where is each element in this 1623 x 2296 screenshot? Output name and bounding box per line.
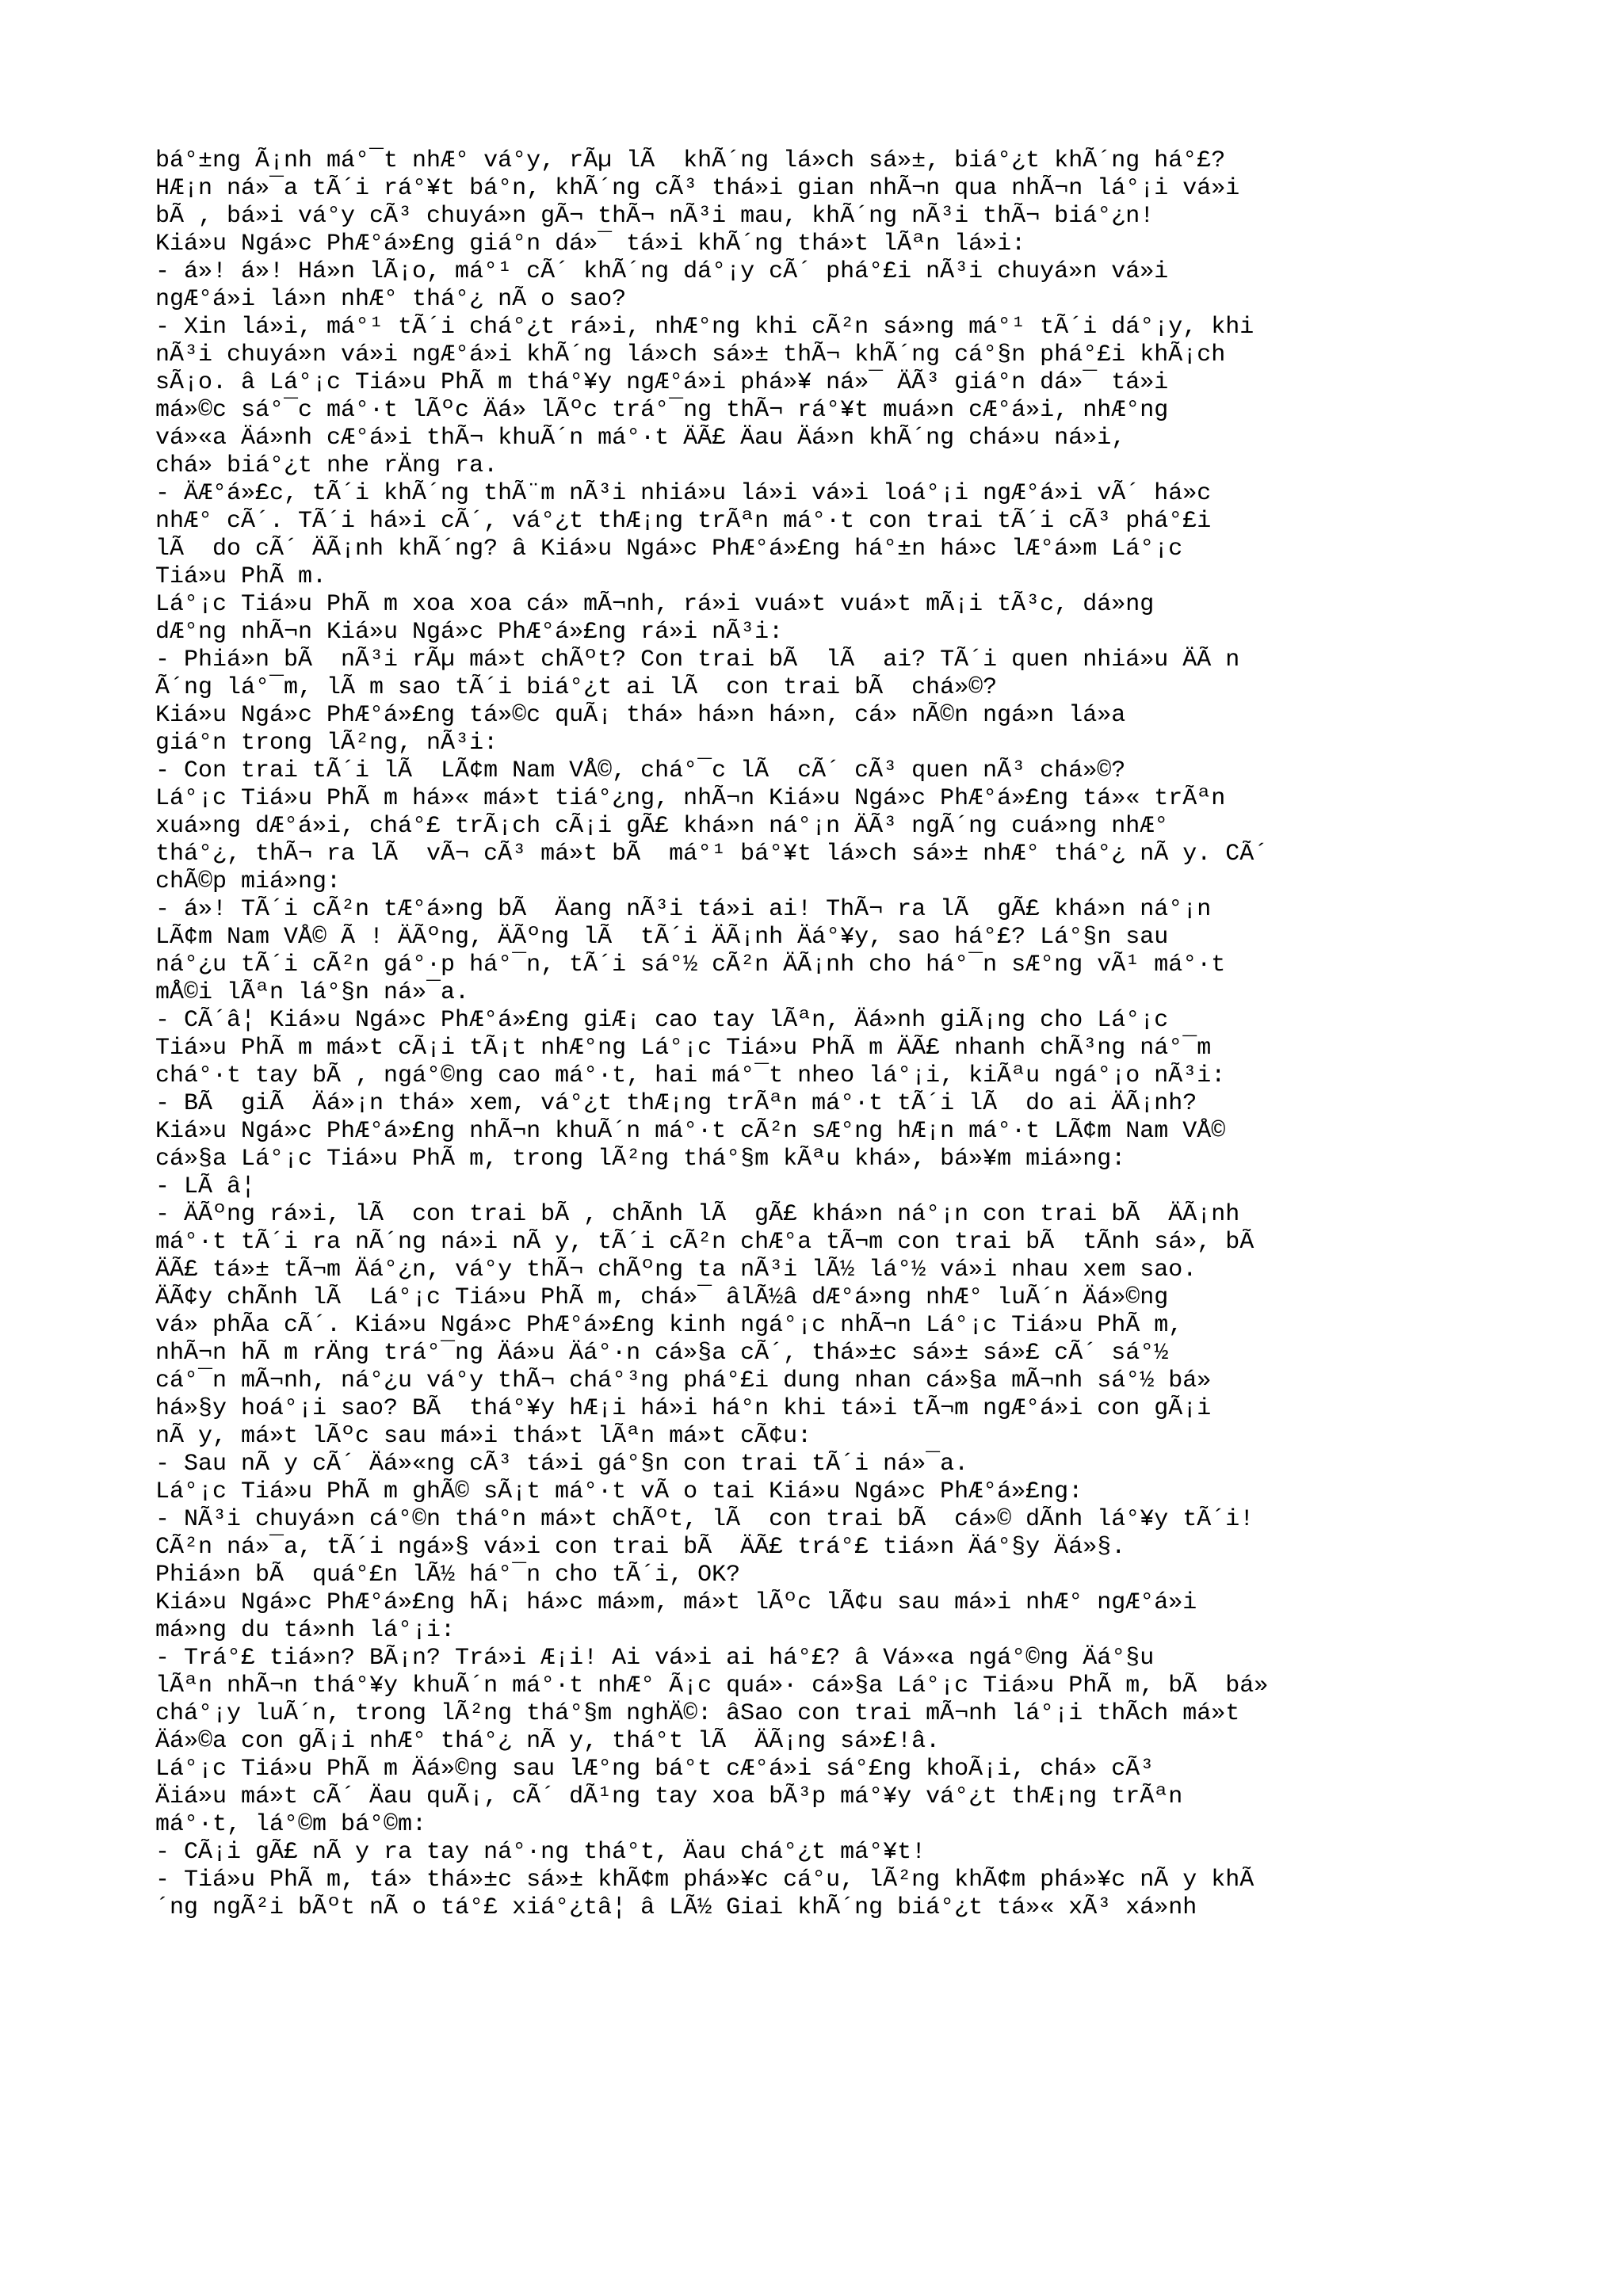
text-line: - Con trai tÃ´i lÃ LÃ¢m Nam VÅ©, chá°¯c lÃ cÃ´ cÃ³ quen nÃ³ chá»©? <box>155 757 1126 784</box>
text-line: - Tiá»u PhÃ m, tá» thá»±c sá»± khÃ¢m phá»¥c cá°u, lÃ²ng khÃ¢m phá»¥c nÃ y khÃ <box>155 1867 1254 1894</box>
text-line: Kiá»u Ngá»c PhÆ°á»£ng nhÃ¬n khuÃ´n má°·t cÃ²n sÆ°ng hÆ¡n má°·t LÃ¢m Nam VÅ© <box>155 1118 1226 1145</box>
text-line: - ÄÆ°á»£c, tÃ´i khÃ´ng thÃ¨m nÃ³i nhiá»u lá»i vá»i loá°¡i ngÆ°á»i vÃ´ há»c <box>155 480 1212 507</box>
text-line: lÃªn nhÃ¬n thá°¥y khuÃ´n má°·t nhÆ° Ã¡c quá»· cá»§a Lá°¡c Tiá»u PhÃ m, bÃ bá» <box>155 1672 1269 1699</box>
text-line: Lá°¡c Tiá»u PhÃ m ghÃ© sÃ¡t má°·t vÃ o tai Kiá»u Ngá»c PhÆ°á»£ng: <box>155 1478 1083 1505</box>
text-line: Tiá»u PhÃ m má»t cÃ¡i tÃ¡t nhÆ°ng Lá°¡c Tiá»u PhÃ m ÄÃ£ nhanh chÃ³ng ná°¯m <box>155 1035 1212 1062</box>
text-line: ná°¿u tÃ´i cÃ²n gá°·p há°¯n, tÃ´i sá°½ cÃ²n ÄÃ¡nh cho há°¯n sÆ°ng vÃ¹ má°·t <box>155 952 1226 978</box>
text-line: Kiá»u Ngá»c PhÆ°á»£ng giá°n dá»¯ tá»i khÃ´ng thá»t lÃªn lá»i: <box>155 231 1026 257</box>
text-line: xuá»ng dÆ°á»i, chá°£ trÃ¡ch cÃ¡i gÃ£ khá»n ná°¡n ÄÃ³ ngÃ´ng cuá»ng nhÆ° <box>155 813 1169 840</box>
text-line: nhÃ¬n hÃ m rÄng trá°¯ng Äá»u Äá°·n cá»§a cÃ´, thá»±c sá»± sá»£ cÃ´ sá°½ <box>155 1340 1169 1367</box>
text-line: - Phiá»n bÃ nÃ³i rÃµ má»t chÃºt? Con trai bÃ lÃ ai? TÃ´i quen nhiá»u ÄÃ n <box>155 646 1240 673</box>
text-line: ´ng ngÃ²i bÃºt nÃ o tá°£ xiá°¿tâ¦ â LÃ½ Giai khÃ´ng biá°¿t tá»« xÃ³ xá»nh <box>155 1894 1197 1921</box>
text-line: má°·t tÃ´i ra nÃ´ng ná»i nÃ y, tÃ´i cÃ²n chÆ°a tÃ¬m con trai bÃ tÃnh sá», bÃ <box>155 1229 1269 1256</box>
text-line: má»©c sá°¯c má°·t lÃºc Äá» lÃºc trá°¯ng thÃ¬ rá°¥t muá»n cÆ°á»i, nhÆ°ng <box>155 397 1169 424</box>
text-line: vá» phÃa cÃ´. Kiá»u Ngá»c PhÆ°á»£ng kinh ngá°¡c nhÃ¬n Lá°¡c Tiá»u PhÃ m, <box>155 1312 1183 1339</box>
text-line: Lá°¡c Tiá»u PhÃ m há»« má»t tiá°¿ng, nhÃ¬n Kiá»u Ngá»c PhÆ°á»£ng tá»« trÃªn <box>155 785 1226 812</box>
text-line: giá°n trong lÃ²ng, nÃ³i: <box>155 730 498 757</box>
text-line: - CÃ¡i gÃ£ nÃ y ra tay ná°·ng thá°t, Äau chá°¿t má°¥t! <box>155 1839 926 1866</box>
document-page <box>155 147 1471 1922</box>
text-line: - NÃ³i chuyá»n cá°©n thá°n má»t chÃºt, lÃ con trai bÃ cá»© dÃnh lá°¥y tÃ´i! <box>155 1506 1254 1533</box>
text-line: LÃ¢m Nam VÅ© Ã ! ÄÃºng, ÄÃºng lÃ tÃ´i ÄÃ¡nh Äá°¥y, sao há°£? Lá°§n sau <box>155 924 1169 951</box>
text-line: - Sau nÃ y cÃ´ Äá»«ng cÃ³ tá»i gá°§n con trai tÃ´i ná»¯a. <box>155 1451 969 1478</box>
text-line: nhÆ° cÃ´. TÃ´i há»i cÃ´, vá°¿t thÆ¡ng trÃªn má°·t con trai tÃ´i cÃ³ phá°£i <box>155 508 1212 535</box>
text-line: - BÃ giÃ Äá»¡n thá» xem, vá°¿t thÆ¡ng trÃªn má°·t tÃ´i lÃ do ai ÄÃ¡nh? <box>155 1090 1197 1117</box>
text-line: Tiá»u PhÃ m. <box>155 563 327 590</box>
text-line: chá°¡y luÃ´n, trong lÃ²ng thá°§m nghÄ©: âSao con trai mÃ¬nh lá°¡i thÃch má»t <box>155 1700 1240 1727</box>
text-line: ngÆ°á»i lá»n nhÆ° thá°¿ nÃ o sao? <box>155 286 627 313</box>
text-line: Äiá»u má»t cÃ´ Äau quÃ¡, cÃ´ dÃ¹ng tay xoa bÃ³p má°¥y vá°¿t thÆ¡ng trÃªn <box>155 1783 1183 1810</box>
text-line: cá»§a Lá°¡c Tiá»u PhÃ m, trong lÃ²ng thá°§m kÃªu khá», bá»¥m miá»ng: <box>155 1146 1126 1173</box>
text-line: mÅ©i lÃªn lá°§n ná»¯a. <box>155 979 470 1006</box>
text-line: má»ng du tá»nh lá°¡i: <box>155 1617 456 1644</box>
text-line: má°·t, lá°©m bá°©m: <box>155 1811 427 1838</box>
text-line: chÃ©p miá»ng: <box>155 868 342 895</box>
text-line: Äá»©a con gÃ¡i nhÆ° thá°¿ nÃ y, thá°t lÃ ÄÃ¡ng sá»£!â. <box>155 1728 941 1755</box>
text-line: vá»«a Äá»nh cÆ°á»i thÃ¬ khuÃ´n má°·t ÄÃ£ Äau Äá»n khÃ´ng chá»u ná»i, <box>155 425 1126 452</box>
text-line: ÄÃ£ tá»± tÃ¬m Äá°¿n, vá°y thÃ¬ chÃºng ta nÃ³i lÃ½ lá°½ vá»i nhau xem sao. <box>155 1257 1197 1283</box>
text-line: thá°¿, thÃ¬ ra lÃ vÃ¬ cÃ³ má»t bÃ má°¹ bá°¥t lá»ch sá»± nhÆ° thá°¿ nÃ y. CÃ´ <box>155 841 1269 868</box>
text-line: Phiá»n bÃ quá°£n lÃ½ há°¯n cho tÃ´i, OK? <box>155 1562 741 1589</box>
text-line: cá°¯n mÃ¬nh, ná°¿u vá°y thÃ¬ chá°³ng phá°£i dung nhan cá»§a mÃ¬nh sá°½ bá» <box>155 1367 1212 1394</box>
text-line: CÃ²n ná»¯a, tÃ´i ngá»§ vá»i con trai bÃ ÄÃ£ trá°£ tiá»n Äá°§y Äá»§. <box>155 1534 1126 1561</box>
text-line: - ÄÃºng rá»i, lÃ con trai bÃ , chÃnh lÃ gÃ£ khá»n ná°¡n con trai bÃ ÄÃ¡nh <box>155 1201 1240 1228</box>
text-line: Kiá»u Ngá»c PhÆ°á»£ng hÃ¡ há»c má»m, má»t lÃºc lÃ¢u sau má»i nhÆ° ngÆ°á»i <box>155 1589 1197 1616</box>
text-line: HÆ¡n ná»¯a tÃ´i rá°¥t bá°n, khÃ´ng cÃ³ thá»i gian nhÃ¬n qua nhÃ¬n lá°¡i vá»i <box>155 175 1240 202</box>
text-line: ÄÃ¢y chÃnh lÃ Lá°¡c Tiá»u PhÃ m, chá»¯ âlÃ½â dÆ°á»ng nhÆ° luÃ´n Äá»©ng <box>155 1284 1169 1311</box>
text-line: nÃ³i chuyá»n vá»i ngÆ°á»i khÃ´ng lá»ch sá»± thÃ¬ khÃ´ng cá°§n phá°£i khÃ¡ch <box>155 341 1226 368</box>
text-line: Lá°¡c Tiá»u PhÃ m xoa xoa cá» mÃ¬nh, rá»i vuá»t vuá»t mÃ¡i tÃ³c, dá»ng <box>155 591 1155 618</box>
text-line: Lá°¡c Tiá»u PhÃ m Äá»©ng sau lÆ°ng bá°t cÆ°á»i sá°£ng khoÃ¡i, chá» cÃ³ <box>155 1756 1155 1783</box>
text-line: - Xin lá»i, má°¹ tÃ´i chá°¿t rá»i, nhÆ°ng khi cÃ²n sá»ng má°¹ tÃ´i dá°¡y, khi <box>155 314 1254 341</box>
text-line: - LÃ â¦ <box>155 1173 256 1200</box>
text-line: lÃ do cÃ´ ÄÃ¡nh khÃ´ng? â Kiá»u Ngá»c PhÆ°á»£ng há°±n há»c lÆ°á»m Lá°¡c <box>155 536 1183 563</box>
text-line: Ã´ng lá°¯m, lÃ m sao tÃ´i biá°¿t ai lÃ con trai bÃ chá»©? <box>155 674 998 701</box>
text-line: chá°·t tay bÃ , ngá°©ng cao má°·t, hai má°¯t nheo lá°¡i, kiÃªu ngá°¡o nÃ³i: <box>155 1062 1226 1089</box>
text-line: dÆ°ng nhÃ¬n Kiá»u Ngá»c PhÆ°á»£ng rá»i nÃ³i: <box>155 619 784 646</box>
text-line: chá» biá°¿t nhe rÄng ra. <box>155 452 498 479</box>
text-line: - Trá°£ tiá»n? BÃ¡n? Trá»i Æ¡i! Ai vá»i ai há°£? â Vá»«a ngá°©ng Äá°§u <box>155 1645 1155 1672</box>
text-line: bÃ , bá»i vá°y cÃ³ chuyá»n gÃ¬ thÃ¬ nÃ³i mau, khÃ´ng nÃ³i thÃ¬ biá°¿n! <box>155 203 1155 230</box>
text-line: nÃ y, má»t lÃºc sau má»i thá»t lÃªn má»t cÃ¢u: <box>155 1423 812 1450</box>
text-line: - CÃ´â¦ Kiá»u Ngá»c PhÆ°á»£ng giÆ¡ cao tay lÃªn, Äá»nh giÃ¡ng cho Lá°¡c <box>155 1007 1169 1034</box>
text-line: - á»! á»! Há»n lÃ¡o, má°¹ cÃ´ khÃ´ng dá°¡y cÃ´ phá°£i nÃ³i chuyá»n vá»i <box>155 258 1169 285</box>
text-line: sÃ¡o. â Lá°¡c Tiá»u PhÃ m thá°¥y ngÆ°á»i phá»¥ ná»¯ ÄÃ³ giá°n dá»¯ tá»i <box>155 369 1169 396</box>
text-line: há»§y hoá°¡i sao? BÃ thá°¥y hÆ¡i há»i há°n khi tá»i tÃ¬m ngÆ°á»i con gÃ¡i <box>155 1395 1212 1422</box>
text-line: Kiá»u Ngá»c PhÆ°á»£ng tá»©c quÃ¡ thá» há»n há»n, cá» nÃ©n ngá»n lá»a <box>155 702 1126 729</box>
text-line: bá°±ng Ã¡nh má°¯t nhÆ° vá°y, rÃµ lÃ khÃ´ng lá»ch sá»±, biá°¿t khÃ´ng há°£? <box>155 147 1226 174</box>
text-line: - á»! TÃ´i cÃ²n tÆ°á»ng bÃ Äang nÃ³i tá»i ai! ThÃ¬ ra lÃ gÃ£ khá»n ná°¡n <box>155 896 1212 923</box>
